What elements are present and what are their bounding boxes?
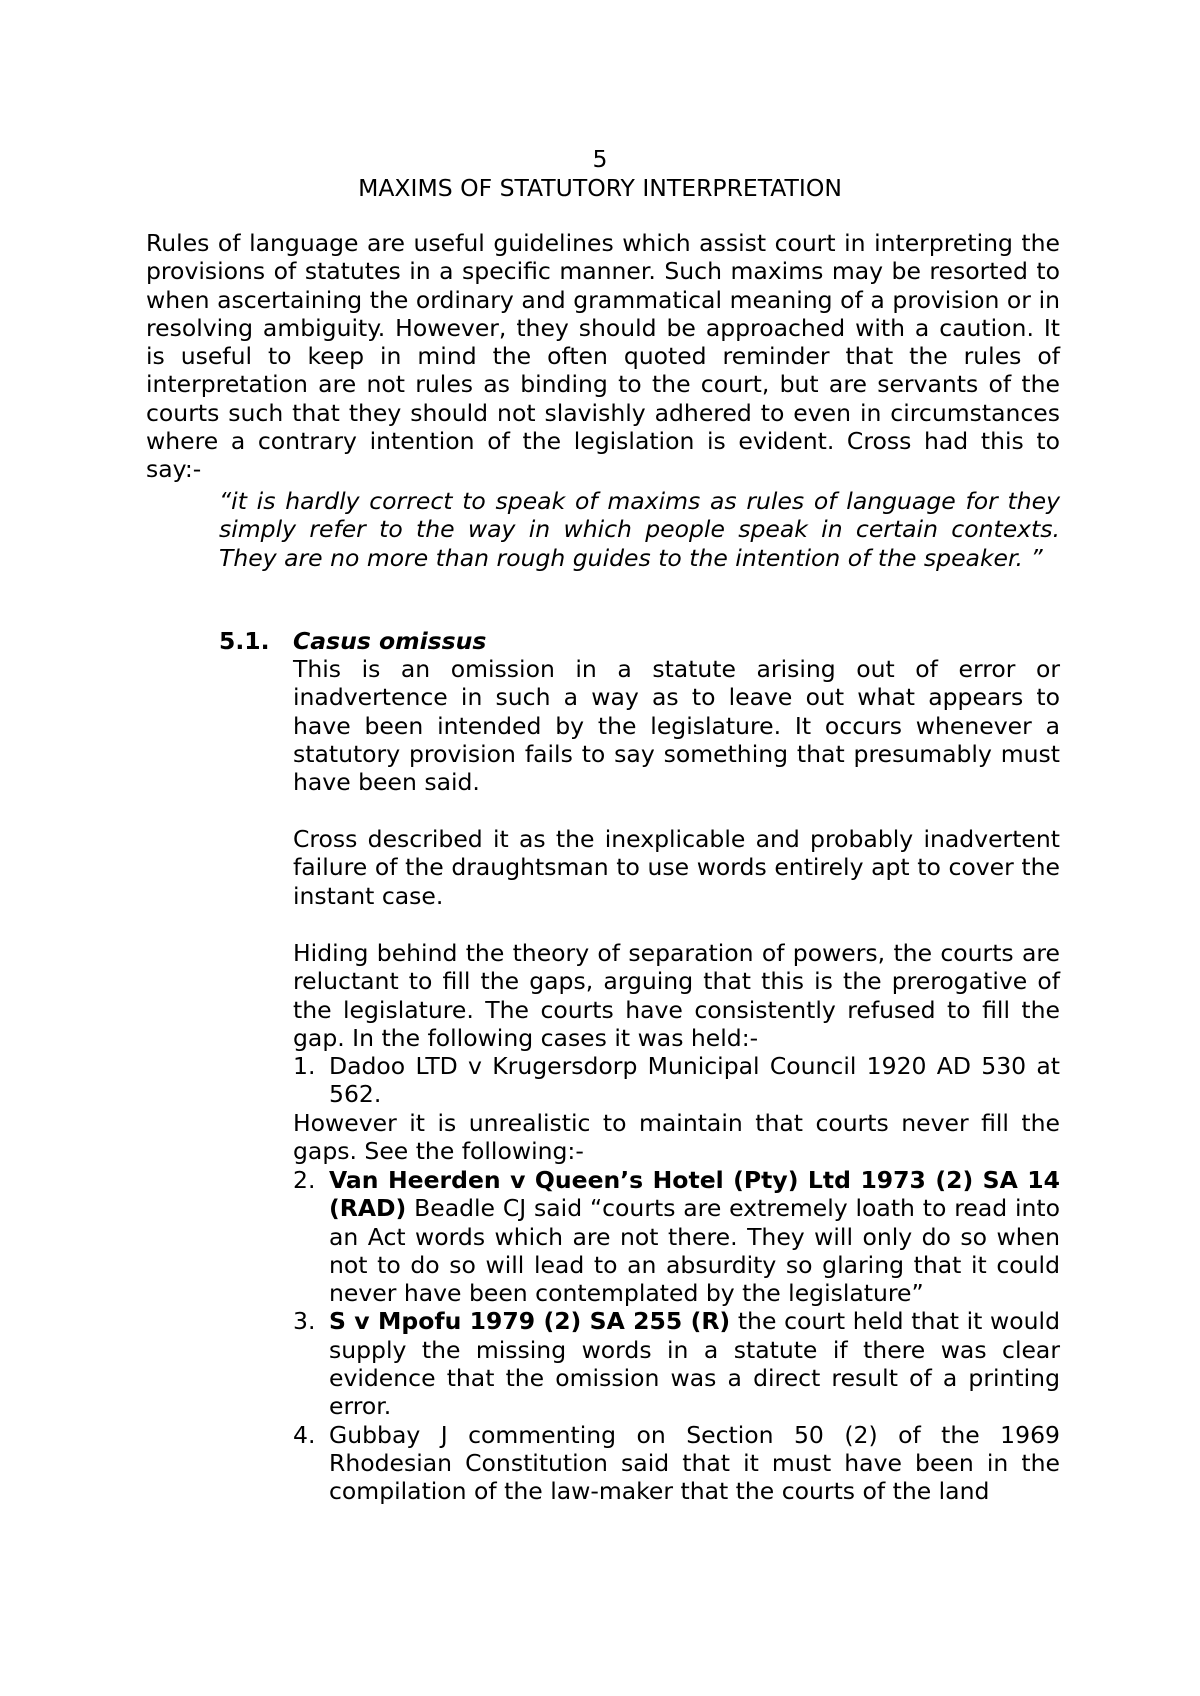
list-item [293,1166,1060,1307]
case-citation: S v Mpofu 1979 (2) SA 255 (R) [329,1307,731,1336]
list-item-number: 1. [293,1052,316,1080]
cross-quote: “it is hardly correct to speak of maxims as rules of language for they simply refer to the way in which people speak in certain contexts. They are no more than rough guides to the intention of the speaker. ” [219,487,1060,572]
cases-held-list [293,1052,1060,1109]
section-paragraph-separation: Hiding behind the theory of separation of powers, the courts are reluctant to fill the gaps, arguing that this is the prerogative of the legislature. The courts have consistently refused to fill the gap. In the following cases it was held:- [293,939,1060,1052]
page-title: MAXIMS OF STATUTORY INTERPRETATION [358,174,842,202]
case-text: Beadle CJ said “courts are extremely loath to read into an Act words which are not there. They will only do so when not to do so will lead to an absurdity so glaring that it could never have been contemplated by the legislature” [329,1194,1060,1308]
list-item [293,1052,1060,1109]
list-item [293,1421,1060,1506]
cases-filled-list [293,1166,1060,1506]
section-paragraph-unrealistic: However it is unrealistic to maintain that courts never fill the gaps. See the following:- [293,1109,1060,1166]
case-text: Dadoo LTD v Krugersdorp Municipal Council 1920 AD 530 at 562. [329,1052,1060,1109]
case-citation: Van Heerden v Queen’s Hotel (Pty) Ltd 1973 (2) SA 14 (RAD) [329,1166,1060,1223]
section-title: Casus omissus [293,627,487,655]
section-number: 5.1. [219,627,270,655]
list-item-number: 3. [293,1307,316,1336]
section-paragraph-cross: Cross described it as the inexplicable and probably inadvertent failure of the draughtsman to use words entirely apt to cover the instant case. [293,825,1060,910]
page-number: 5 [592,145,608,173]
case-text: Gubbay J commenting on Section 50 (2) of the 1969 Rhodesian Constitution said that it must have been in the compilation of the law-maker that the courts of the land [329,1420,1060,1506]
list-item-number: 4. [293,1420,316,1449]
case-text: the court held that it would supply the missing words in a statute if there was clear evidence that the omission was a direct result of a printing error. [329,1307,1060,1421]
section-heading [219,627,486,655]
list-item-number: 2. [293,1166,316,1194]
list-item [293,1307,1060,1420]
section-paragraph-definition: This is an omission in a statute arising out of error or inadvertence in such a way as to leave out what appears to have been intended by the legislature. It occurs whenever a statutory provision fails to say something that presumably must have been said. [293,655,1060,797]
intro-paragraph: Rules of language are useful guidelines which assist court in interpreting the provisions of statutes in a specific manner. Such maxims may be resorted to when ascertaining the ordinary and grammatical meaning of a provision or in resolving ambiguity. However, they should be approached with a caution. It is useful to keep in mind the often quoted reminder that the rules of interpretation are not rules as binding to the court, but are servants of the courts such that they should not slavishly adhered to even in circumstances where a contrary intention of the legislation is evident. Cross had this to say:- [146,229,1060,484]
